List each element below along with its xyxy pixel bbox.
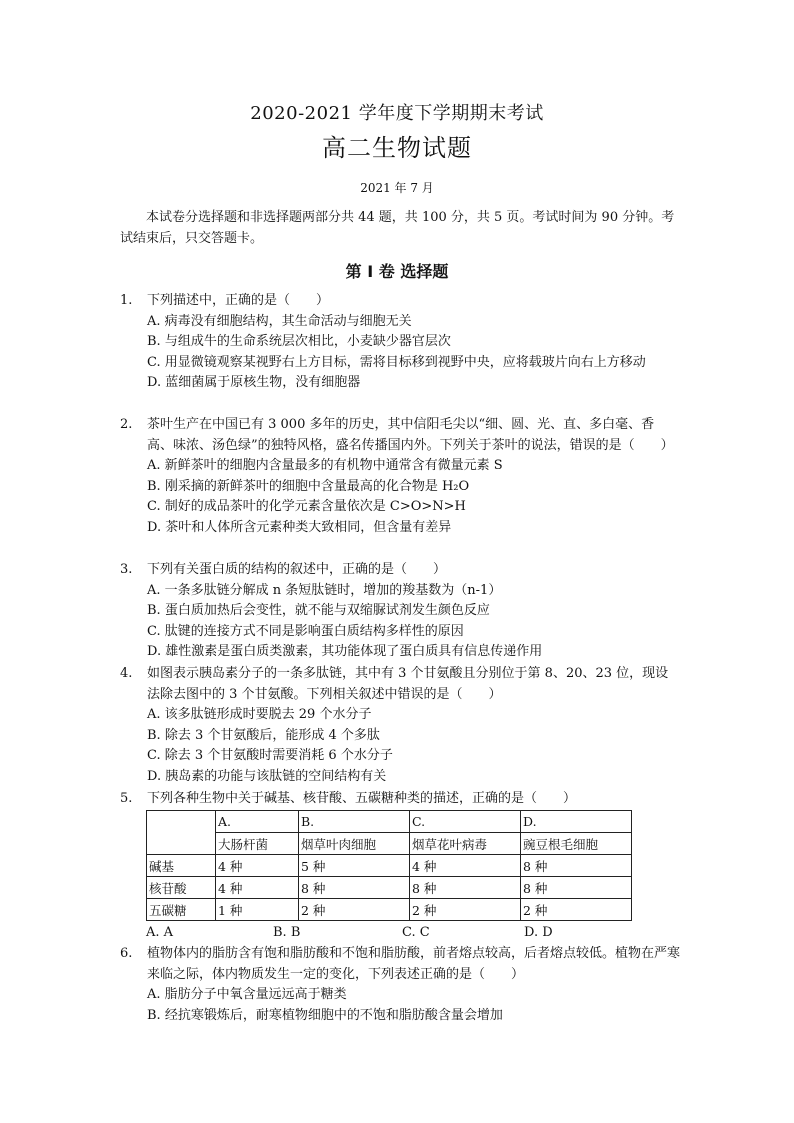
- answer-d: D. D: [524, 925, 553, 940]
- question-number: 3.: [120, 562, 133, 577]
- table-cell: 五碳糖: [147, 899, 216, 921]
- option-c: C. 肽键的连接方式不同是影响蛋白质结构多样性的原因: [147, 623, 464, 639]
- exam-instructions: 本试卷分选择题和非选择题两部分共 44 题，共 100 分，共 5 页。考试时间为 90 分钟。考试结束后，只交答题卡。: [120, 210, 675, 246]
- question-stem: 下列各种生物中关于碱基、核苷酸、五碳糖种类的描述，正确的是（ ）: [147, 791, 577, 806]
- table-row: [147, 833, 632, 855]
- table-cell: 8 种: [299, 877, 410, 899]
- table-cell: A.: [216, 811, 299, 833]
- option-a: A. 一条多肽链分解成 n 条短肽链时，增加的羧基数为（n-1）: [147, 582, 502, 598]
- question-stem: 下列有关蛋白质的结构的叙述中，正确的是（ ）: [147, 562, 447, 577]
- table-cell: 2 种: [521, 899, 632, 921]
- answer-a: A. A: [146, 925, 174, 940]
- question-number: 6.: [120, 946, 133, 961]
- option-b: B. 刚采摘的新鲜茶叶的细胞中含量最高的化合物是 H₂O: [147, 478, 470, 494]
- table-cell: B.: [299, 811, 410, 833]
- exam-title: 2020-2021 学年度下学期期末考试: [250, 103, 544, 124]
- table-row: [147, 811, 632, 833]
- section-title: 第 Ⅰ 卷 选择题: [345, 262, 449, 281]
- table-cell: 5 种: [299, 855, 410, 877]
- option-d: D. 茶叶和人体所含元素种类大致相同，但含量有差异: [147, 519, 452, 535]
- option-d: D. 胰岛素的功能与该肽链的空间结构有关: [147, 768, 387, 784]
- table-row: [147, 877, 632, 899]
- question-number: 5.: [120, 791, 133, 806]
- answer-b: B. B: [273, 925, 301, 940]
- question-6: [120, 944, 680, 1026]
- option-a: A. 该多肽链形成时要脱去 29 个水分子: [147, 707, 372, 723]
- table-cell: [147, 811, 216, 855]
- table-cell: 核苷酸: [147, 877, 216, 899]
- table-cell: 1 种: [216, 899, 299, 921]
- question-number: 2.: [120, 417, 133, 432]
- table-cell: 2 种: [410, 899, 521, 921]
- table-row: [147, 899, 632, 921]
- question-2: [120, 415, 680, 539]
- option-a: A. 新鲜茶叶的细胞内含量最多的有机物中通常含有微量元素 S: [147, 458, 503, 474]
- question-3: [120, 560, 680, 663]
- question-5: [120, 789, 680, 810]
- option-a: A. 病毒没有细胞结构，其生命活动与细胞无关: [147, 313, 412, 329]
- question-stem: 如图表示胰岛素分子的一条多肽链，其中有 3 个甘氨酸且分别位于第 8、20、23 位，现设法除去图中的 3 个甘氨酸。下列相关叙述中错误的是（ ）: [147, 666, 669, 702]
- table-cell: C.: [410, 811, 521, 833]
- table-cell: 2 种: [299, 899, 410, 921]
- exam-subtitle: 高二生物试题: [322, 134, 472, 162]
- table-cell: 8 种: [410, 877, 521, 899]
- option-b: B. 经抗寒锻炼后，耐寒植物细胞中的不饱和脂肪酸含量会增加: [147, 1007, 503, 1023]
- table-row: [147, 855, 632, 877]
- option-c: C. 制好的成品茶叶的化学元素含量依次是 C>O>N>H: [147, 499, 466, 515]
- option-b: B. 与组成牛的生命系统层次相比，小麦缺少器官层次: [147, 334, 451, 350]
- question-stem: 茶叶生产在中国已有 3 000 多年的历史，其中信阳毛尖以“细、圆、光、直、多白毫、香高、味浓、汤色绿”的独特风格，盛名传播国内外。下列关于茶叶的说法，错误的是（ ）: [147, 417, 674, 453]
- question-number: 4.: [120, 666, 133, 681]
- option-b: B. 蛋白质加热后会变性，就不能与双缩脲试剂发生颜色反应: [147, 603, 490, 619]
- answer-c: C. C: [402, 925, 430, 940]
- option-c: C. 除去 3 个甘氨酸时需要消耗 6 个水分子: [147, 748, 393, 764]
- question-4: [120, 664, 680, 788]
- table-cell: 豌豆根毛细胞: [521, 833, 632, 855]
- option-d: D. 蓝细菌属于原核生物，没有细胞器: [147, 375, 361, 391]
- table-cell: 烟草叶肉细胞: [299, 833, 410, 855]
- option-b: B. 除去 3 个甘氨酸后，能形成 4 个多肽: [147, 727, 380, 743]
- table-cell: 8 种: [521, 877, 632, 899]
- table-cell: 4 种: [216, 877, 299, 899]
- option-a: A. 脂肪分子中氧含量远远高于糖类: [147, 987, 347, 1003]
- question-stem: 植物体内的脂肪含有饱和脂肪酸和不饱和脂肪酸，前者熔点较高，后者熔点较低。植物在严寒来临之际，体内物质发生一定的变化，下列表述正确的是（ ）: [147, 946, 681, 982]
- exam-date: 2021 年 7 月: [360, 181, 434, 195]
- question-1: [120, 291, 680, 394]
- table-cell: 碱基: [147, 855, 216, 877]
- option-d: D. 雄性激素是蛋白质类激素，其功能体现了蛋白质具有信息传递作用: [147, 644, 543, 660]
- table-cell: 大肠杆菌: [216, 833, 299, 855]
- table-cell: 4 种: [216, 855, 299, 877]
- table-cell: 4 种: [410, 855, 521, 877]
- question-number: 1.: [120, 293, 133, 308]
- option-c: C. 用显微镜观察某视野右上方目标，需将目标移到视野中央，应将载玻片向右上方移动: [147, 354, 646, 370]
- table-cell: 烟草花叶病毒: [410, 833, 521, 855]
- question-stem: 下列描述中，正确的是（ ）: [147, 293, 330, 308]
- table-cell: 8 种: [521, 855, 632, 877]
- question-5-table: [146, 810, 632, 921]
- table-cell: D.: [521, 811, 632, 833]
